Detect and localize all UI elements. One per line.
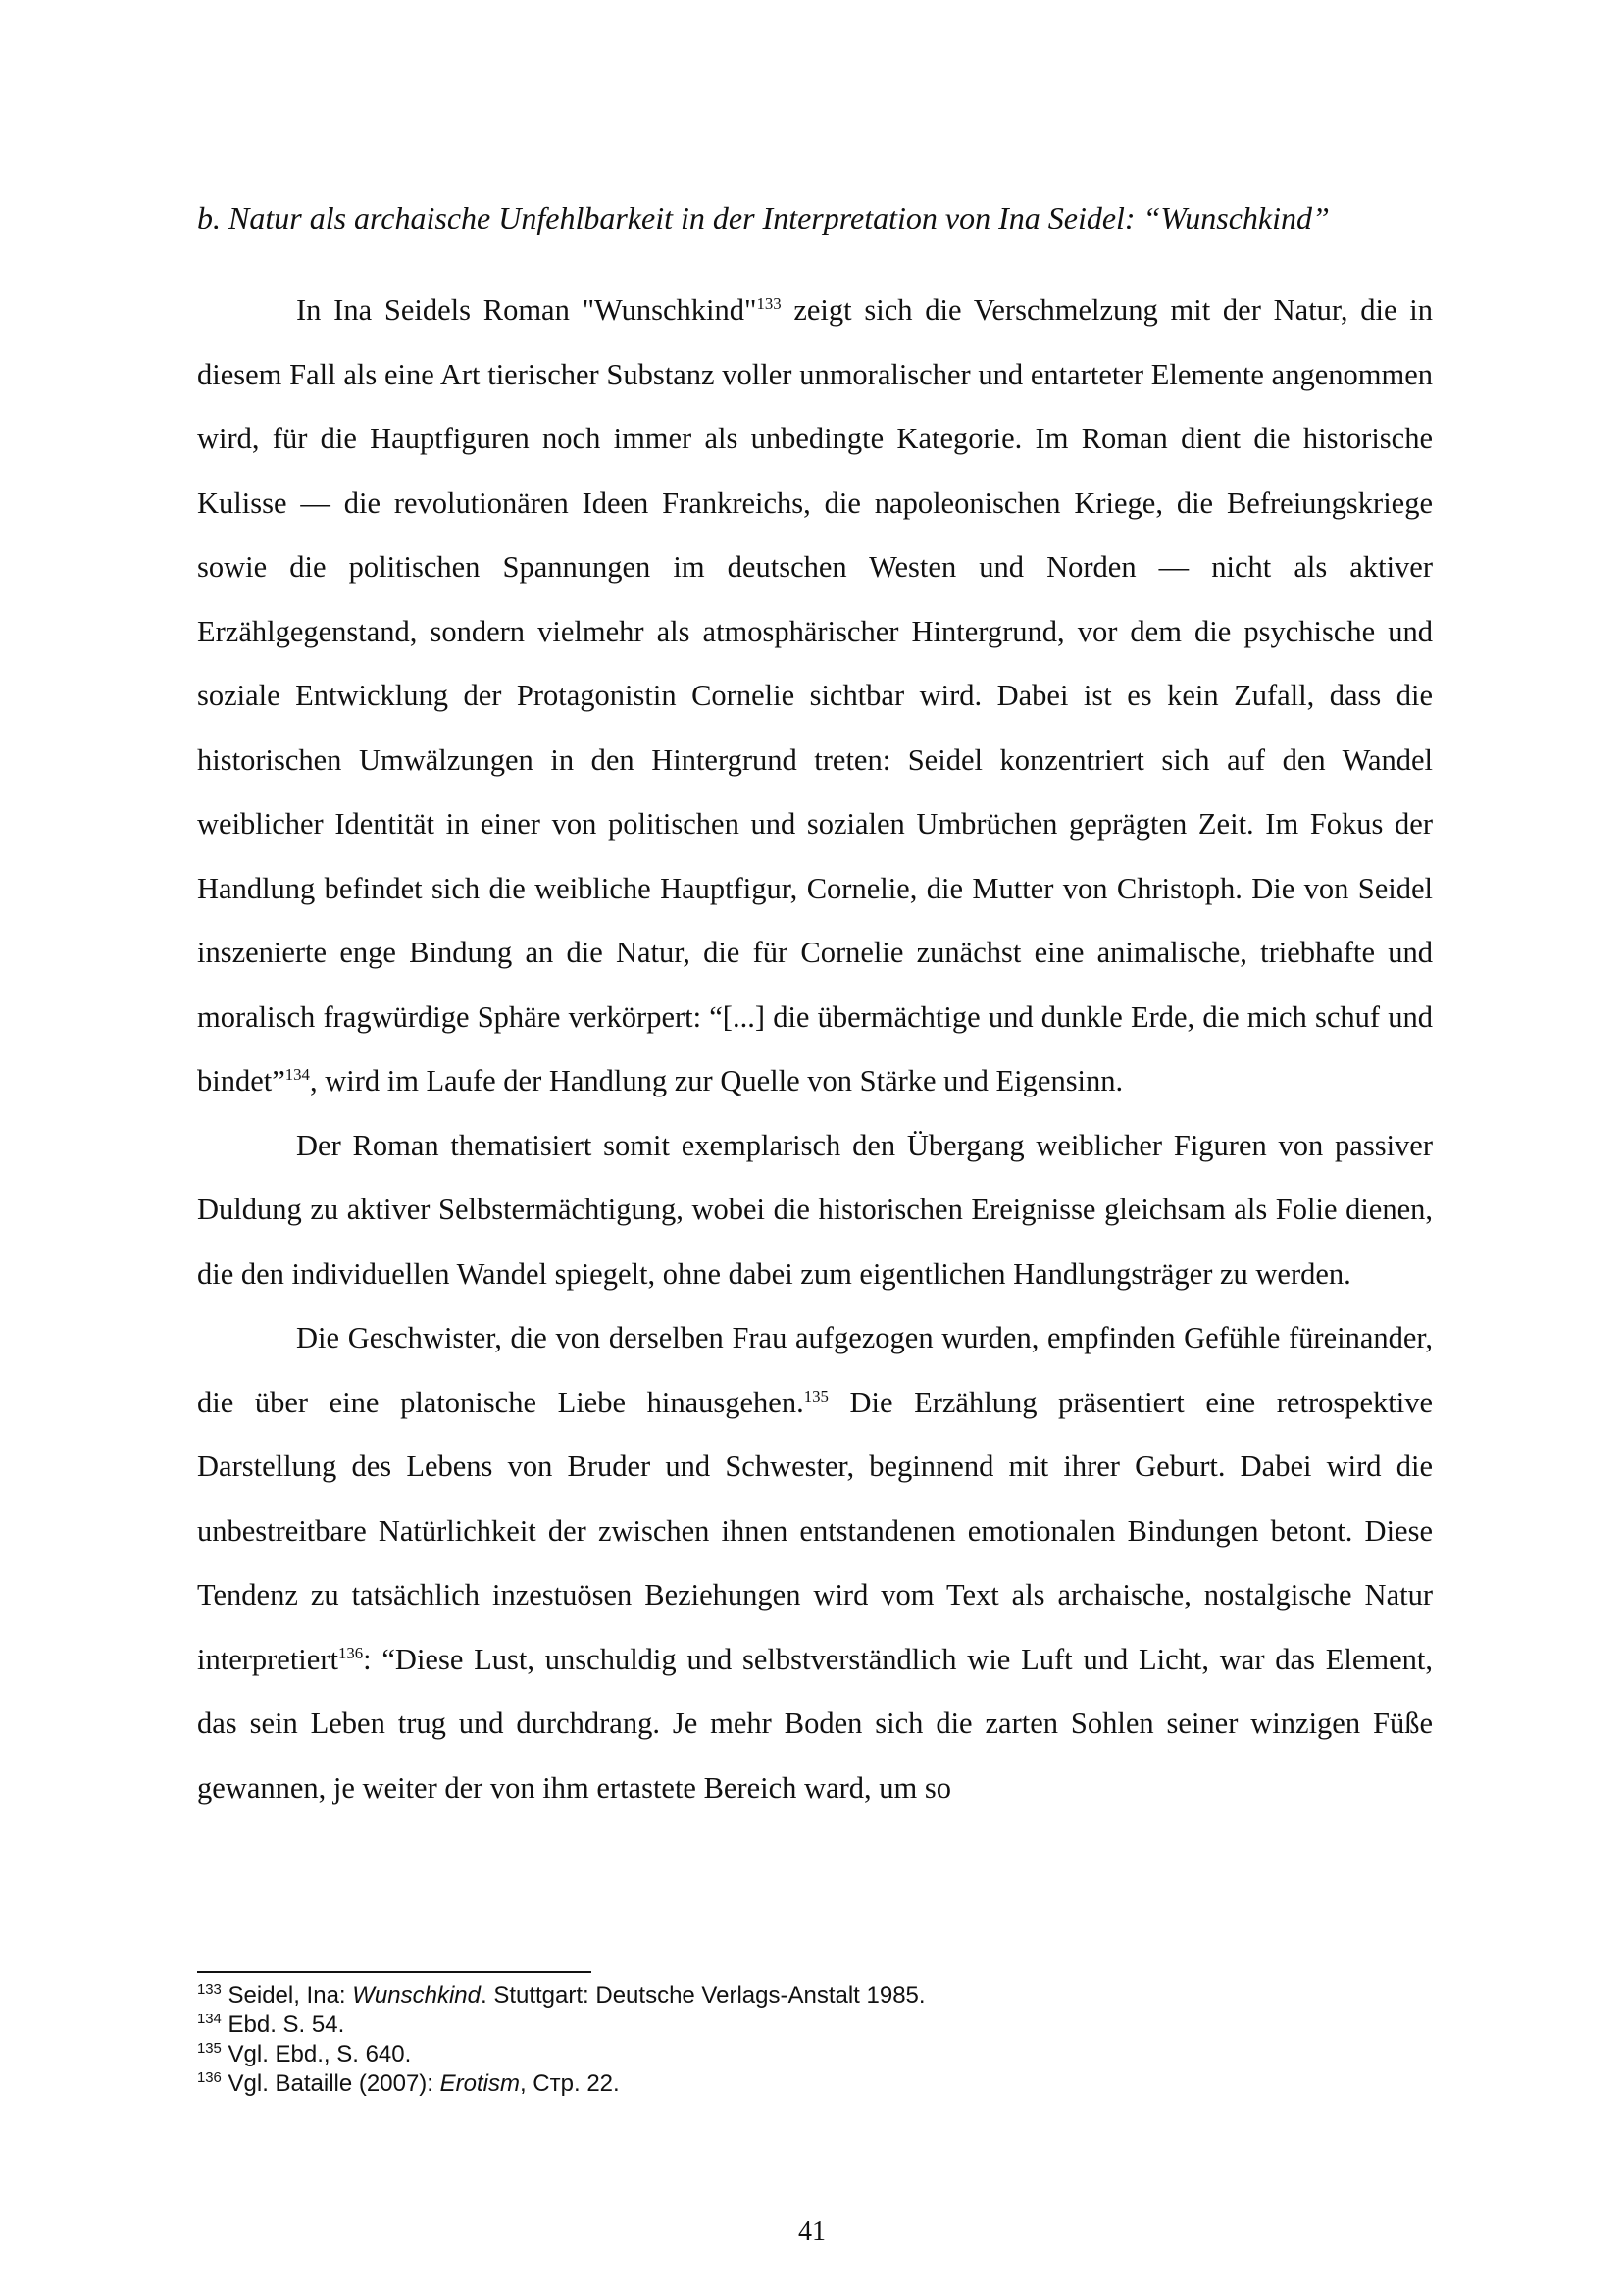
paragraph — [197, 1306, 1433, 1820]
footnote-text: Vgl. Bataille (2007): — [228, 2070, 440, 2097]
footnote-number: 133 — [197, 1982, 222, 1998]
text-run: : “Diese Lust, unschuldig und selbstverständlich wie Luft und Licht, war das Element, das sein Leben trug und durchdrang. Je mehr Boden sich die zarten Sohlen seiner winzigen Füße gewannen, je weiter der von ihm ertastete Bereich ward, um so — [197, 1642, 1433, 1805]
footnote-ref[interactable]: 135 — [803, 1386, 829, 1405]
body-text — [197, 279, 1433, 1820]
text-run: zeigt sich die Verschmelzung mit der Natur, die in diesem Fall als eine Art tierischer Substanz voller unmoralischer und entarteter Elemente angenommen wird, für die Hauptfiguren noch immer als unbedingte Kategorie. Im Roman dient die historische Kulisse — die revolutionären Ideen Frankreichs, die napoleonischen Kriege, die Befreiungskriege sowie die politischen Spannungen im deutschen Westen und Norden — nicht als aktiver Erzählgegenstand, sondern vielmehr als atmosphärischer Hintergrund, vor dem die psychische und soziale Entwicklung der Protagonistin Cornelie sichtbar wird. Dabei ist es kein Zufall, dass die historischen Umwälzungen in den Hintergrund treten: Seidel konzentriert sich auf den Wandel weiblicher Identität in einer von politischen und sozialen Umbrüchen geprägten Zeit. Im Fokus der Handlung befindet sich die weibliche Hauptfigur, Cornelie, die Mutter von Christoph. Die von Seidel inszenierte enge Bindung an die Natur, die für Cornelie zunächst eine animalische, triebhafte und moralisch fragwürdige Sphäre verkörpert: “[...] die übermächtige und dunkle Erde, die mich schuf und bindet” — [197, 293, 1433, 1097]
footnote-separator — [197, 1971, 591, 1973]
footnote-text: Seidel, Ina: — [228, 1982, 353, 2009]
footnotes — [197, 1981, 1433, 2099]
text-run: , wird im Laufe der Handlung zur Quelle von Stärke und Eigensinn. — [309, 1064, 1124, 1097]
footnote — [197, 2011, 1433, 2040]
text-run: Der Roman thematisiert somit exemplarisch den Übergang weiblicher Figuren von passiver Duldung zu aktiver Selbstermächtigung, wobei die historischen Ereignisse gleichsam als Folie dienen, die den individuellen Wandel spiegelt, ohne dabei zum eigentlichen Handlungsträger zu werden. — [197, 1128, 1433, 1291]
footnote-number: 136 — [197, 2070, 222, 2086]
section-heading: b. Natur als archaische Unfehlbarkeit in der Interpretation von Ina Seidel: “Wunschkind” — [197, 200, 1330, 235]
footnote-text: , Стр. 22. — [519, 2070, 620, 2097]
footnote — [197, 2069, 1433, 2099]
text-run: In Ina Seidels Roman "Wunschkind" — [296, 293, 757, 327]
paragraph — [197, 1114, 1433, 1307]
footnote-text: . Stuttgart: Deutsche Verlags-Anstalt 1985. — [480, 1982, 926, 2009]
text-run: Die Geschwister, die von derselben Frau aufgezogen wurden, empfinden Gefühle füreinander, die über eine platonische Liebe hinausgehen. — [197, 1321, 1433, 1419]
footnote-text: Ebd. S. 54. — [228, 2012, 345, 2038]
footnote-ref[interactable]: 136 — [337, 1643, 364, 1662]
footnote-title: Wunschkind — [352, 1982, 481, 2009]
footnote-text: Vgl. Ebd., S. 640. — [228, 2041, 412, 2067]
footnote-number: 134 — [197, 2012, 222, 2027]
footnote — [197, 1981, 1433, 2011]
footnote-title: Erotism — [439, 2070, 520, 2097]
text-run: Die Erzählung präsentiert eine retrospektive Darstellung des Lebens von Bruder und Schwester, beginnend mit ihrer Geburt. Dabei wird die unbestreitbare Natürlichkeit der zwischen ihnen entstandenen emotionalen Bindungen betont. Diese Tendenz zu tatsächlich inzestuösen Beziehungen wird vom Text als archaische, nostalgische Natur interpretiert — [197, 1385, 1433, 1676]
paragraph — [197, 279, 1433, 1114]
footnote-ref[interactable]: 133 — [756, 293, 782, 313]
footnote-ref[interactable]: 134 — [284, 1064, 310, 1084]
footnote-number: 135 — [197, 2041, 222, 2057]
page-number: 41 — [798, 2217, 826, 2247]
footnote — [197, 2040, 1433, 2069]
